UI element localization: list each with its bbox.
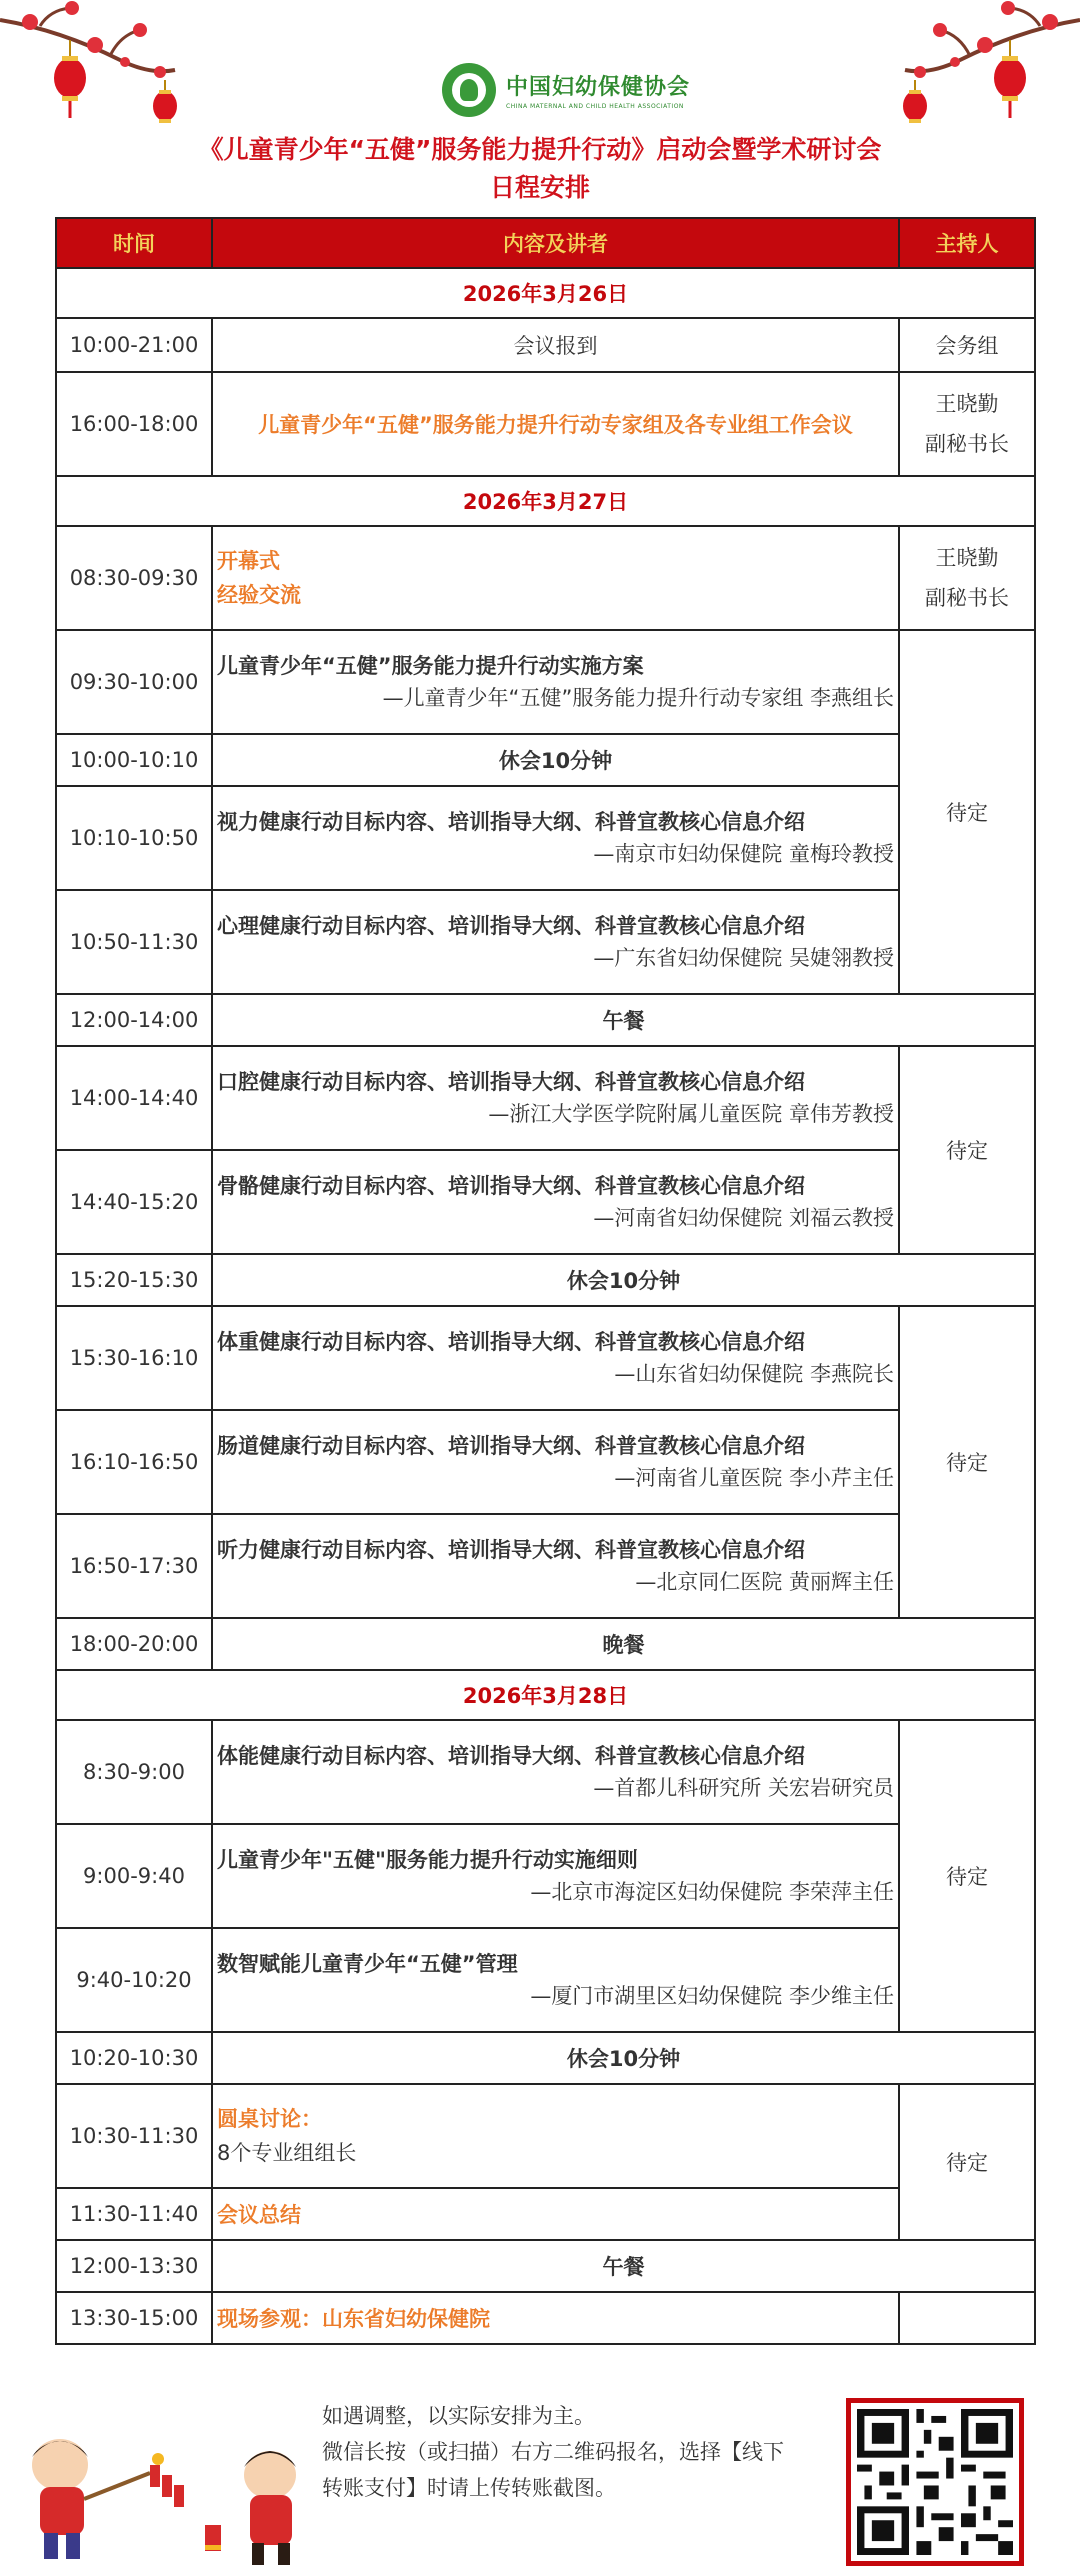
date-label: 2026年3月28日 bbox=[56, 1670, 1035, 1720]
time-cell: 11:30-11:40 bbox=[56, 2188, 212, 2240]
session-detail: 8个专业组组长 bbox=[217, 2141, 357, 2165]
speaker: —北京同仁医院 黄丽辉主任 bbox=[635, 1570, 894, 1594]
meal-label: 午餐 bbox=[212, 2240, 1035, 2292]
speaker: —河南省妇幼保健院 刘福云教授 bbox=[593, 1206, 894, 1230]
table-row bbox=[56, 890, 1035, 994]
org-emblem-icon bbox=[442, 63, 496, 117]
topic: 体能健康行动目标内容、培训指导大纲、科普宣教核心信息介绍 bbox=[217, 1744, 805, 1768]
content-cell bbox=[212, 1928, 899, 2032]
table-row bbox=[56, 994, 1035, 1046]
header bbox=[0, 0, 1080, 215]
speaker: —北京市海淀区妇幼保健院 李荣萍主任 bbox=[530, 1880, 894, 1904]
schedule-table bbox=[55, 217, 1036, 2345]
session-title: 开幕式 bbox=[217, 549, 280, 573]
content-cell: 会议报到 bbox=[212, 318, 899, 372]
time-cell: 12:00-13:30 bbox=[56, 2240, 212, 2292]
table-row bbox=[56, 1928, 1035, 2032]
speaker: —南京市妇幼保健院 童梅玲教授 bbox=[593, 842, 894, 866]
host-title: 副秘书长 bbox=[925, 586, 1009, 610]
footer-note bbox=[322, 2398, 842, 2506]
time-cell: 10:10-10:50 bbox=[56, 786, 212, 890]
topic: 肠道健康行动目标内容、培训指导大纲、科普宣教核心信息介绍 bbox=[217, 1434, 805, 1458]
content-cell bbox=[212, 1150, 899, 1254]
content-cell bbox=[212, 630, 899, 734]
header-host: 主持人 bbox=[899, 218, 1035, 268]
meal-label: 午餐 bbox=[212, 994, 1035, 1046]
speaker: —广东省妇幼保健院 吴婕翎教授 bbox=[593, 946, 894, 970]
session-title: 圆桌讨论： bbox=[217, 2107, 322, 2131]
topic: 儿童青少年"五健"服务能力提升行动实施细则 bbox=[217, 1848, 638, 1872]
host-cell: 待定 bbox=[899, 1720, 1035, 2032]
time-cell: 13:30-15:00 bbox=[56, 2292, 212, 2344]
content-cell bbox=[212, 1720, 899, 1824]
host-cell bbox=[899, 2292, 1035, 2344]
topic: 体重健康行动目标内容、培训指导大纲、科普宣教核心信息介绍 bbox=[217, 1330, 805, 1354]
break-label: 休会10分钟 bbox=[212, 734, 899, 786]
date-label: 2026年3月26日 bbox=[56, 268, 1035, 318]
topic: 儿童青少年“五健”服务能力提升行动实施方案 bbox=[217, 654, 644, 678]
break-label: 休会10分钟 bbox=[212, 1254, 1035, 1306]
table-row bbox=[56, 786, 1035, 890]
content-cell bbox=[212, 890, 899, 994]
table-row bbox=[56, 1720, 1035, 1824]
time-cell: 8:30-9:00 bbox=[56, 1720, 212, 1824]
time-cell: 10:00-10:10 bbox=[56, 734, 212, 786]
registration-qr-code[interactable] bbox=[846, 2398, 1024, 2566]
session-title: 现场参观：山东省妇幼保健院 bbox=[212, 2292, 899, 2344]
plum-blossom-lantern-decoration bbox=[880, 0, 1080, 140]
meal-label: 晚餐 bbox=[212, 1618, 1035, 1670]
footer-line: 转账支付】时请上传转账截图。 bbox=[322, 2476, 616, 2500]
time-cell: 12:00-14:00 bbox=[56, 994, 212, 1046]
table-row bbox=[56, 1410, 1035, 1514]
host-cell bbox=[899, 526, 1035, 630]
topic: 骨骼健康行动目标内容、培训指导大纲、科普宣教核心信息介绍 bbox=[217, 1174, 805, 1198]
topic: 视力健康行动目标内容、培训指导大纲、科普宣教核心信息介绍 bbox=[217, 810, 805, 834]
table-row bbox=[56, 2032, 1035, 2084]
header-time: 时间 bbox=[56, 218, 212, 268]
time-cell: 15:20-15:30 bbox=[56, 1254, 212, 1306]
date-label: 2026年3月27日 bbox=[56, 476, 1035, 526]
content-cell bbox=[212, 1410, 899, 1514]
qr-code-icon bbox=[857, 2409, 1013, 2555]
table-row bbox=[56, 1046, 1035, 1150]
time-cell: 10:50-11:30 bbox=[56, 890, 212, 994]
time-cell: 08:30-09:30 bbox=[56, 526, 212, 630]
table-row bbox=[56, 1150, 1035, 1254]
content-cell bbox=[212, 1824, 899, 1928]
time-cell: 10:00-21:00 bbox=[56, 318, 212, 372]
time-cell: 16:50-17:30 bbox=[56, 1514, 212, 1618]
table-row bbox=[56, 2188, 1035, 2240]
content-cell bbox=[212, 786, 899, 890]
host-name: 王晓勤 bbox=[935, 546, 999, 570]
speaker: —浙江大学医学院附属儿童医院 章伟芳教授 bbox=[488, 1102, 894, 1126]
time-cell: 09:30-10:00 bbox=[56, 630, 212, 734]
table-row bbox=[56, 1514, 1035, 1618]
content-cell: 儿童青少年“五健”服务能力提升行动专家组及各专业组工作会议 bbox=[212, 372, 899, 476]
content-cell bbox=[212, 1514, 899, 1618]
table-row bbox=[56, 1306, 1035, 1410]
topic: 心理健康行动目标内容、培训指导大纲、科普宣教核心信息介绍 bbox=[217, 914, 805, 938]
time-cell: 18:00-20:00 bbox=[56, 1618, 212, 1670]
time-cell: 16:10-16:50 bbox=[56, 1410, 212, 1514]
page-subtitle: 日程安排 bbox=[489, 173, 590, 202]
table-row bbox=[56, 2084, 1035, 2188]
org-logo bbox=[442, 60, 690, 120]
table-row bbox=[56, 1824, 1035, 1928]
time-cell: 15:30-16:10 bbox=[56, 1306, 212, 1410]
table-header-row bbox=[56, 218, 1035, 268]
footer-line: 微信长按（或扫描）右方二维码报名，选择【线下 bbox=[322, 2440, 784, 2464]
speaker: —首都儿科研究所 关宏岩研究员 bbox=[593, 1776, 894, 1800]
table-row bbox=[56, 1254, 1035, 1306]
host-cell: 待定 bbox=[899, 2084, 1035, 2240]
content-cell bbox=[212, 526, 899, 630]
content-cell bbox=[212, 1046, 899, 1150]
date-row bbox=[56, 476, 1035, 526]
page-title: 《儿童青少年“五健”服务能力提升行动》启动会暨学术研讨会 bbox=[198, 135, 882, 164]
host-title: 副秘书长 bbox=[925, 432, 1009, 456]
time-cell: 9:00-9:40 bbox=[56, 1824, 212, 1928]
content-cell bbox=[212, 1306, 899, 1410]
table-row bbox=[56, 1618, 1035, 1670]
topic: 听力健康行动目标内容、培训指导大纲、科普宣教核心信息介绍 bbox=[217, 1538, 805, 1562]
host-cell bbox=[899, 372, 1035, 476]
table-row bbox=[56, 2292, 1035, 2344]
host-cell: 待定 bbox=[899, 1306, 1035, 1618]
speaker: —儿童青少年“五健”服务能力提升行动专家组 李燕组长 bbox=[382, 686, 894, 710]
host-cell: 待定 bbox=[899, 1046, 1035, 1254]
table-row bbox=[56, 372, 1035, 476]
time-cell: 16:00-18:00 bbox=[56, 372, 212, 476]
table-row bbox=[56, 630, 1035, 734]
speaker: —河南省儿童医院 李小芹主任 bbox=[614, 1466, 894, 1490]
table-row bbox=[56, 734, 1035, 786]
break-label: 休会10分钟 bbox=[212, 2032, 1035, 2084]
date-row bbox=[56, 1670, 1035, 1720]
topic: 口腔健康行动目标内容、培训指导大纲、科普宣教核心信息介绍 bbox=[217, 1070, 805, 1094]
header-content: 内容及讲者 bbox=[212, 218, 899, 268]
org-name: 中国妇幼保健协会 bbox=[506, 75, 691, 100]
plum-blossom-lantern-decoration bbox=[0, 0, 200, 140]
host-cell: 待定 bbox=[899, 630, 1035, 994]
topic: 数智赋能儿童青少年“五健”管理 bbox=[217, 1952, 518, 1976]
table-row bbox=[56, 526, 1035, 630]
speaker: —山东省妇幼保健院 李燕院长 bbox=[614, 1362, 894, 1386]
content-cell bbox=[212, 2084, 899, 2188]
table-row bbox=[56, 318, 1035, 372]
host-cell: 会务组 bbox=[899, 318, 1035, 372]
host-name: 王晓勤 bbox=[935, 392, 999, 416]
org-name-en: CHINA MATERNAL AND CHILD HEALTH ASSOCIATION bbox=[506, 103, 684, 110]
session-title: 经验交流 bbox=[217, 583, 301, 607]
speaker: —厦门市湖里区妇幼保健院 李少维主任 bbox=[530, 1984, 894, 2008]
time-cell: 10:30-11:30 bbox=[56, 2084, 212, 2188]
time-cell: 10:20-10:30 bbox=[56, 2032, 212, 2084]
time-cell: 14:00-14:40 bbox=[56, 1046, 212, 1150]
date-row bbox=[56, 268, 1035, 318]
footer-line: 如遇调整，以实际安排为主。 bbox=[322, 2404, 595, 2428]
time-cell: 9:40-10:20 bbox=[56, 1928, 212, 2032]
session-title: 会议总结 bbox=[212, 2188, 899, 2240]
table-row bbox=[56, 2240, 1035, 2292]
children-firecracker-illustration bbox=[0, 2395, 330, 2571]
time-cell: 14:40-15:20 bbox=[56, 1150, 212, 1254]
